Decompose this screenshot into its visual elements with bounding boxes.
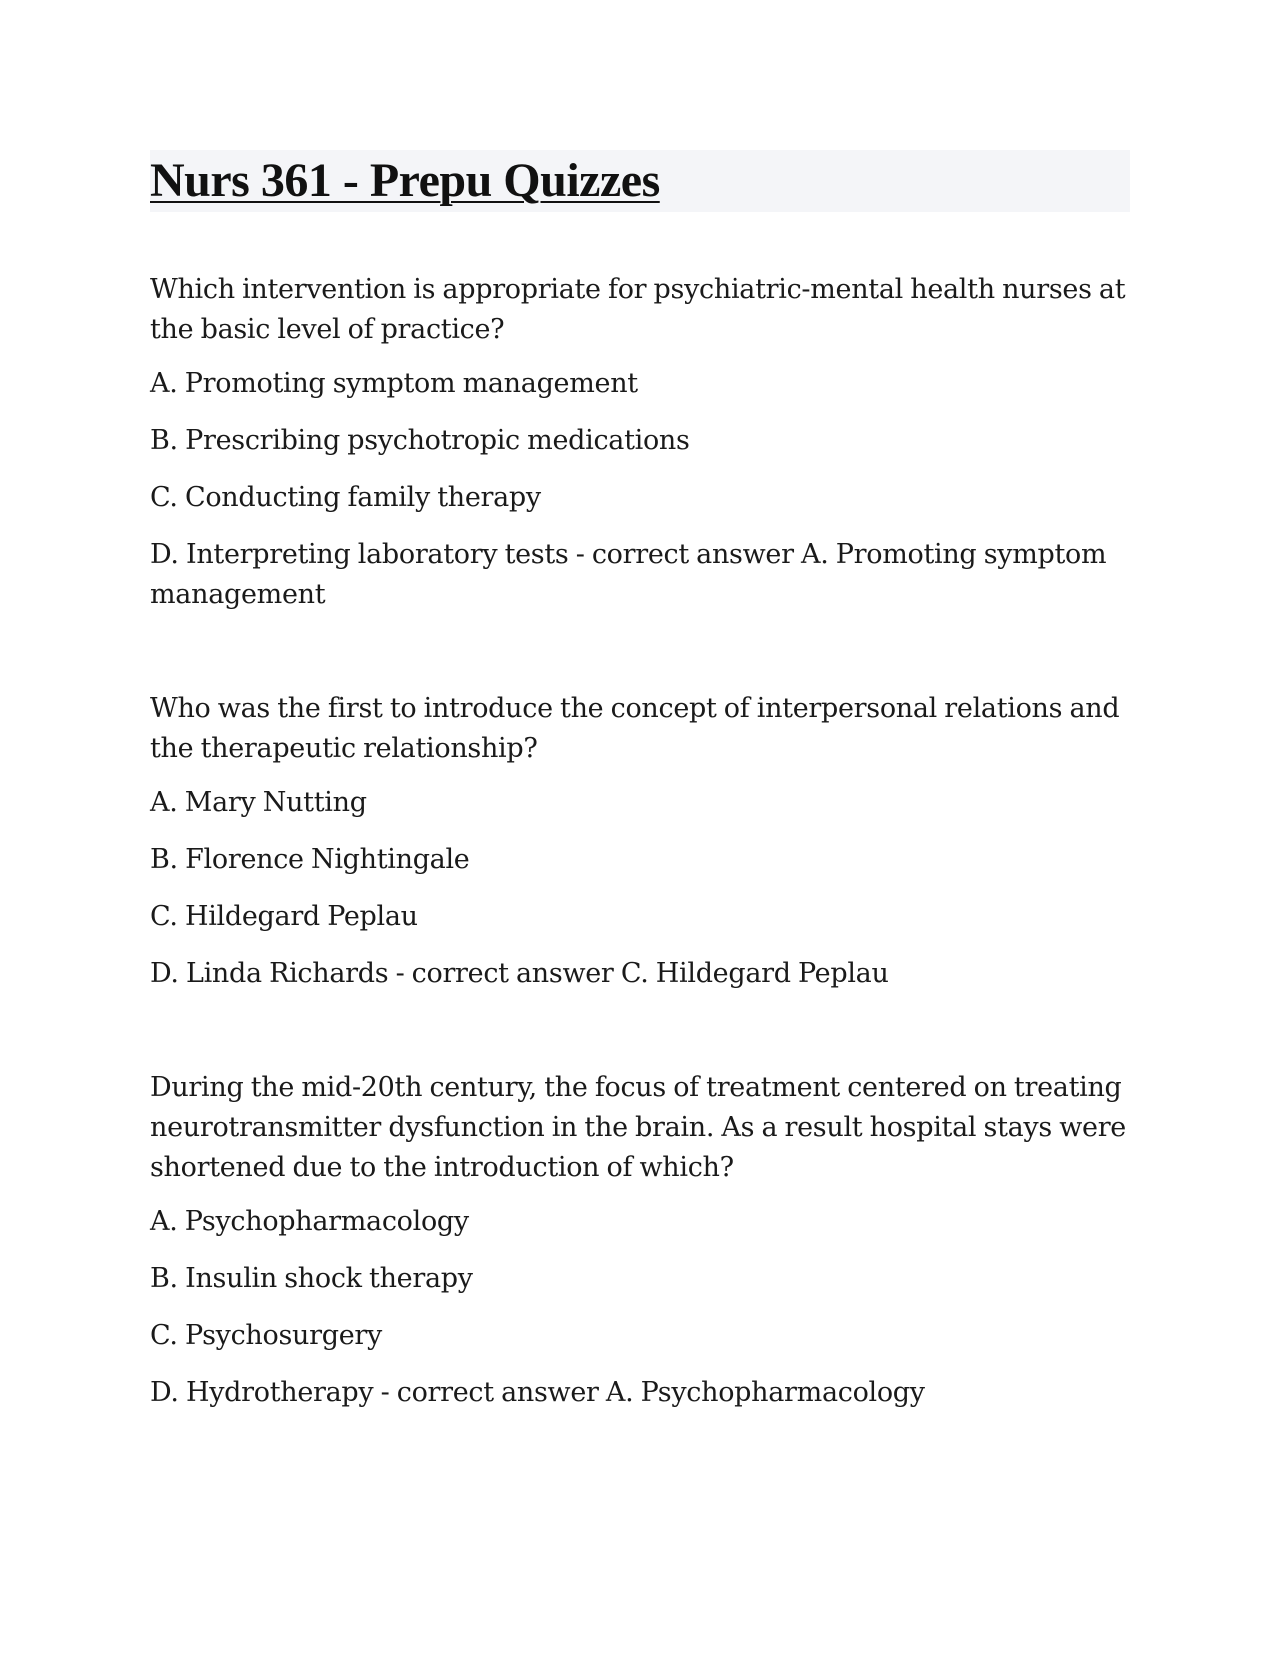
answer-option-b: B. Prescribing psychotropic medications bbox=[150, 425, 690, 456]
answer-option-d: D. Hydrotherapy - correct answer A. Psychopharmacology bbox=[150, 1377, 925, 1408]
question-1 bbox=[150, 270, 1130, 615]
answer-option-a: A. Mary Nutting bbox=[150, 787, 367, 818]
answer-option-a: A. Promoting symptom management bbox=[150, 368, 638, 399]
title-band bbox=[150, 150, 1130, 212]
answer-option-d: D. Interpreting laboratory tests - correct answer A. Promoting symptom management bbox=[150, 539, 1107, 610]
answer-option-a: A. Psychopharmacology bbox=[150, 1206, 469, 1237]
question-2 bbox=[150, 689, 1130, 994]
question-stem: Who was the first to introduce the concept of interpersonal relations and the therapeutic relationship? bbox=[150, 693, 1120, 764]
question-stem: Which intervention is appropriate for psychiatric-mental health nurses at the basic level of practice? bbox=[150, 274, 1126, 345]
answer-option-c: C. Conducting family therapy bbox=[150, 482, 541, 513]
answer-option-b: B. Florence Nightingale bbox=[150, 844, 470, 875]
answer-option-c: C. Psychosurgery bbox=[150, 1320, 382, 1351]
document-page bbox=[150, 150, 1130, 1453]
question-stem: During the mid-20th century, the focus of treatment centered on treating neurotransmitter dysfunction in the brain. As a result hospital stays were shortened due to the introduction of which? bbox=[150, 1072, 1126, 1183]
answer-option-d: D. Linda Richards - correct answer C. Hildegard Peplau bbox=[150, 958, 889, 989]
question-3 bbox=[150, 1068, 1130, 1413]
answer-option-c: C. Hildegard Peplau bbox=[150, 901, 418, 932]
answer-option-b: B. Insulin shock therapy bbox=[150, 1263, 473, 1294]
document-title: Nurs 361 - Prepu Quizzes bbox=[150, 154, 660, 207]
